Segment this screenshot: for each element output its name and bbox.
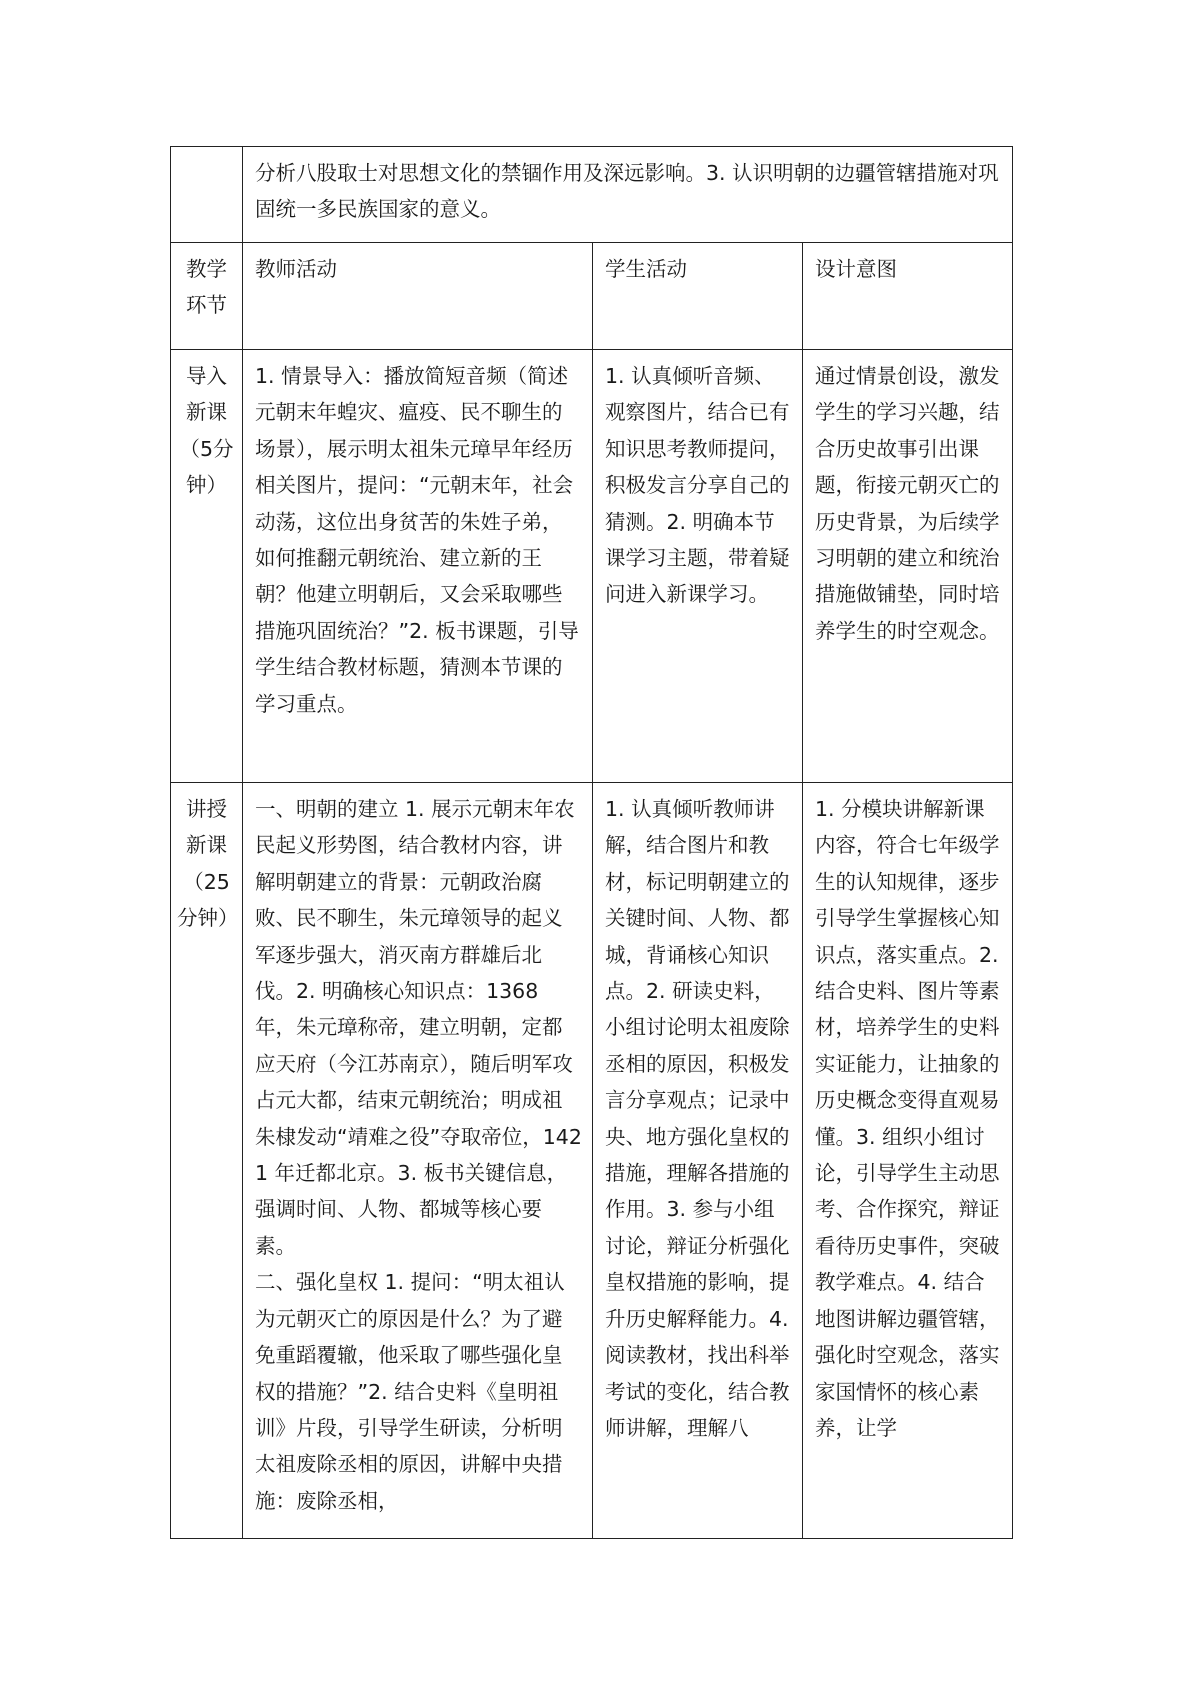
intro-design-cell: 通过情景创设，激发学生的学习兴趣，结合历史故事引出课题，衔接元朝灭亡的历史背景，为后续学习明朝的建立和统治措施做铺垫，同时培养学生的时空观念。 [803, 350, 1013, 783]
objectives-stage-cell [171, 147, 243, 243]
intro-stage-cell: 导入新课（5分钟） [171, 350, 243, 783]
header-design-cell: 设计意图 [803, 243, 1013, 350]
teacher-section-imperial-power: 二、强化皇权 1. 提问：“明太祖认为元朝灭亡的原因是什么？为了避免重蹈覆辙，他采取了哪些强化皇权的措施？”2. 结合史料《皇明祖训》片段，引导学生研读，分析明太祖废除丞相的原因，讲解中央措施：废除丞相， [255, 1270, 565, 1513]
intro-row [171, 350, 1013, 783]
teach-student-cell: 1. 认真倾听教师讲解，结合图片和教材，标记明朝建立的关键时间、人物、都城，背诵核心知识点。2. 研读史料，小组讨论明太祖废除丞相的原因，积极发言分享观点；记录中央、地方强化皇权的措施，理解各措施的作用。3. 参与小组讨论，辩证分析强化皇权措施的影响，提升历史解释能力。4. 阅读教材，找出科举考试的变化，结合教师讲解，理解八 [593, 783, 803, 1539]
objectives-row [171, 147, 1013, 243]
teach-design-cell: 1. 分模块讲解新课内容，符合七年级学生的认知规律，逐步引导学生掌握核心知识点，落实重点。2. 结合史料、图片等素材，培养学生的史料实证能力，让抽象的历史概念变得直观易懂。3. 组织小组讨论，引导学生主动思考、合作探究，辩证看待历史事件，突破教学难点。4. 结合地图讲解边疆管辖，强化时空观念，落实家国情怀的核心素养，让学 [803, 783, 1013, 1539]
lesson-plan-table [170, 146, 1013, 1539]
teach-stage-cell: 讲授新课（25分钟） [171, 783, 243, 1539]
header-teacher-cell: 教师活动 [243, 243, 593, 350]
intro-student-cell: 1. 认真倾听音频、观察图片，结合已有知识思考教师提问，积极发言分享自己的猜测。2. 明确本节课学习主题，带着疑问进入新课学习。 [593, 350, 803, 783]
teacher-section-founding: 一、明朝的建立 1. 展示元朝末年农民起义形势图，结合教材内容，讲解明朝建立的背景：元朝政治腐败、民不聊生，朱元璋领导的起义军逐步强大，消灭南方群雄后北伐。2. 明确核心知识点：1368 年，朱元璋称帝，建立明朝，定都应天府（今江苏南京），随后明军攻占元大都，结束元朝统治；明成祖朱棣发动“靖难之役”夺取帝位，1421 年迁都北京。3. 板书关键信息，强调时间、人物、都城等核心要素。 [255, 797, 582, 1258]
header-row [171, 243, 1013, 350]
teach-row [171, 783, 1013, 1539]
intro-teacher-cell: 1. 情景导入：播放简短音频（简述元朝末年蝗灾、瘟疫、民不聊生的场景），展示明太祖朱元璋早年经历相关图片，提问：“元朝末年，社会动荡，这位出身贫苦的朱姓子弟，如何推翻元朝统治、建立新的王朝？他建立明朝后，又会采取哪些措施巩固统治？”2. 板书课题，引导学生结合教材标题，猜测本节课的学习重点。 [243, 350, 593, 783]
header-stage-cell: 教学环节 [171, 243, 243, 350]
objectives-text-cell: 分析八股取士对思想文化的禁锢作用及深远影响。3. 认识明朝的边疆管辖措施对巩固统一多民族国家的意义。 [243, 147, 1013, 243]
header-student-cell: 学生活动 [593, 243, 803, 350]
teach-teacher-cell [243, 783, 593, 1539]
